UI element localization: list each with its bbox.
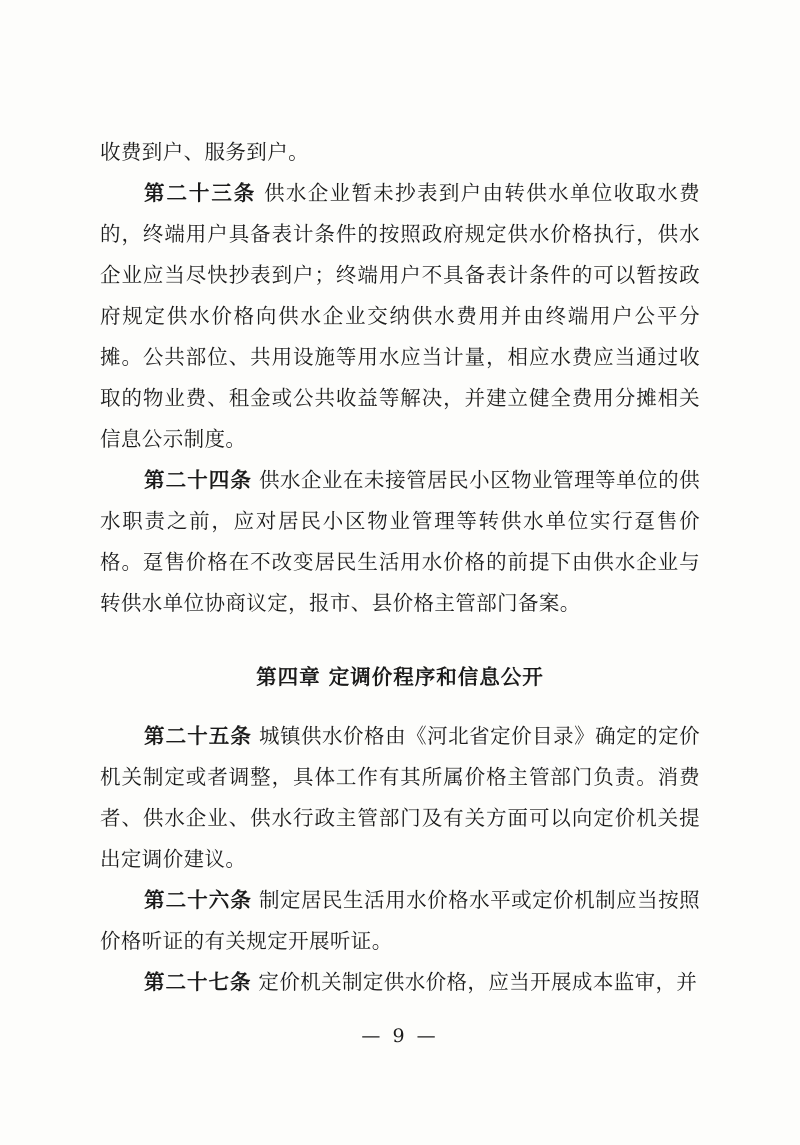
page-footer <box>0 1025 800 1047</box>
article-text-26: 制定居民生活用水价格水平或定价机制应当按照价格听证的有关规定开展听证。 <box>100 888 701 953</box>
article-spacer <box>252 468 259 492</box>
article-spacer <box>256 181 264 205</box>
article-spacer <box>252 888 259 912</box>
article-paragraph-27 <box>100 962 700 1003</box>
paragraph-text: 收费到户、服务到户。 <box>100 140 309 164</box>
article-paragraph-23 <box>100 173 700 460</box>
article-label-26: 第二十六条 <box>144 888 253 912</box>
article-paragraph-25 <box>100 716 700 880</box>
article-text-27: 定价机关制定供水价格，应当开展成本监审，并 <box>258 970 698 994</box>
article-text-24: 供水企业在未接管居民小区物业管理等单位的供水职责之前，应对居民小区物业管理等转供水单位实行趸售价格。趸售价格在不改变居民生活用水价格的前提下由供水企业与转供水单位协商议定，报市、县价格主管部门备案。 <box>100 468 701 615</box>
article-label-23: 第二十三条 <box>144 181 257 205</box>
paragraph-continuation <box>100 132 700 173</box>
article-spacer <box>252 724 259 748</box>
article-paragraph-24 <box>100 460 700 624</box>
article-label-25: 第二十五条 <box>144 724 253 748</box>
article-label-27: 第二十七条 <box>144 970 252 994</box>
article-text-23: 供水企业暂未抄表到户由转供水单位收取水费的，终端用户具备表计条件的按照政府规定供水价格执行，供水企业应当尽快抄表到户；终端用户不具备表计条件的可以暂按政府规定供水价格向供水企业交纳供水费用并由终端用户公平分摊。公共部位、共用设施等用水应当计量，相应水费应当通过收取的物业费、租金或公共收益等解决，并建立健全费用分摊相关信息公示制度。 <box>100 181 701 451</box>
page-number: — 9 — <box>361 1025 439 1047</box>
chapter-heading-4: 第四章 定调价程序和信息公开 <box>256 665 544 689</box>
document-body <box>100 132 700 1003</box>
article-paragraph-26 <box>100 880 700 962</box>
article-label-24: 第二十四条 <box>144 468 253 492</box>
article-text-25: 城镇供水价格由《河北省定价目录》确定的定价机关制定或者调整，具体工作有其所属价格主管部门负责。消费者、供水企业、供水行政主管部门及有关方面可以向定价机关提出定调价建议。 <box>100 724 701 871</box>
